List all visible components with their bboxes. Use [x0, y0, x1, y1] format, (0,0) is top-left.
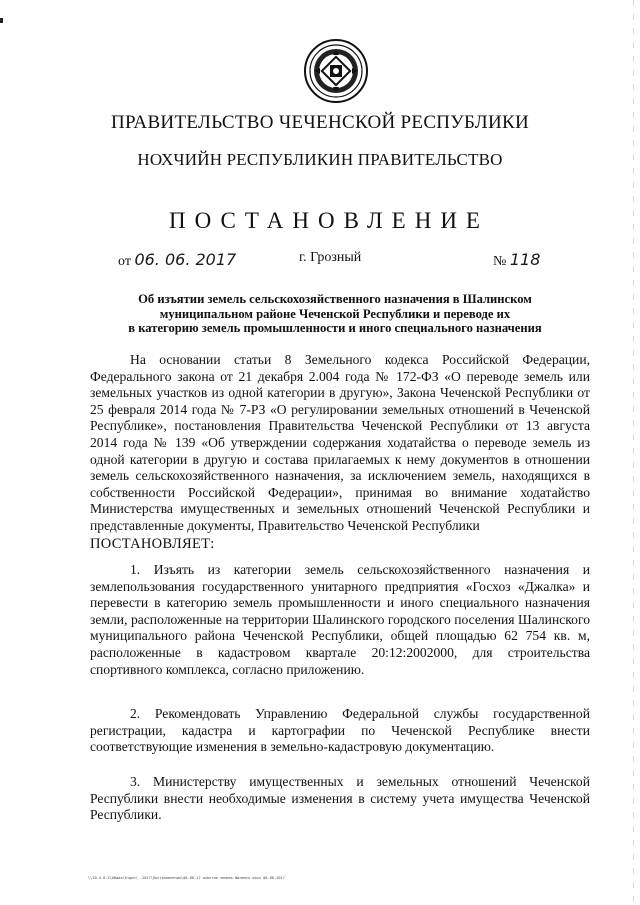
subject-line: Об изъятии земель сельскохозяйственного назначения в Шалинском [138, 292, 532, 306]
subject-line: в категорию земель промышленности и иного специального назначения [128, 321, 542, 335]
number-handwritten: 118 [509, 250, 541, 269]
coat-of-arms-emblem-icon [303, 38, 369, 104]
government-title-ru: ПРАВИТЕЛЬСТВО ЧЕЧЕНСКОЙ РЕСПУБЛИКИ [110, 112, 530, 133]
decree-item-1: 1. Изъять из категории земель сельскохозяйственного назначения и землепользования государственного унитарного предприятия «Госхоз «Джалка» и перевести в категорию земель промышленности и иного специального назначения земли, расположенные на территории Шалинского городского поселения Шалинского муниципального района Чеченской Республики, общей площадью 62 754 кв. м, расположенные в кадастровом квартале 20:12:2002000, для строительства спортивного комплекса, согласно приложению. [90, 562, 590, 677]
decree-item-2: 2. Рекомендовать Управлению Федеральной службы государственной регистрации, кадастра и картографии по Чеченской Республике внести соответствующие изменения в земельно-кадастровую документацию. [90, 706, 590, 755]
decree-date [118, 250, 236, 270]
resolves-heading: ПОСТАНОВЛЯЕТ: [90, 536, 215, 552]
decree-item-3: 3. Министерству имущественных и земельных отношений Чеченской Республики внести необходимые изменения в систему учета имущества Чеченской Республики. [90, 774, 590, 823]
decree-title: ПОСТАНОВЛЕНИЕ [169, 208, 489, 233]
number-prefix: № [493, 254, 507, 269]
preamble-paragraph: На основании статьи 8 Земельного кодекса Российской Федерации, Федерального закона от 21 декабря 2.004 года № 172-ФЗ «О переводе земель или земельных участков из одной категории в другую», Закона Чеченской Республики от 25 февраля 2014 года № 7-РЗ «О регулировании земельных отношений в Чеченской Республике», постановления Правительства Чеченской Республики от 13 августа 2014 года № 139 «Об утверждении содержания ходатайства о переводе земель из одной категории в другую и состава прилагаемых к нему документов в отношении земель сельскохозяйственного назначения, за исключением земель, находящихся в собственности Российской Федерации», принимая во внимание ходатайство Министерства имущественных и земельных отношений Чеченской Республики и представленные документы, Правительство Чеченской Республики [90, 352, 590, 533]
scan-mark [0, 18, 3, 23]
footer-file-path: \\10.4.0.2\Общая\Отдел\ -2017\Постановления\06.06.17 изъятие земель Шалинск.docx 06.06.2017 [88, 876, 285, 880]
date-prefix: от [118, 254, 131, 269]
decree-city: г. Грозный [299, 250, 362, 265]
subject-line: муниципальном районе Чеченской Республики и переводе их [159, 306, 511, 321]
date-handwritten: 06. 06. 2017 [134, 250, 237, 269]
scan-edge-artifact [633, 0, 634, 905]
decree-subject [75, 292, 595, 336]
government-title-ce: НОХЧИЙН РЕСПУБЛИКИН ПРАВИТЕЛЬСТВО [137, 150, 503, 169]
decree-number [493, 250, 540, 270]
